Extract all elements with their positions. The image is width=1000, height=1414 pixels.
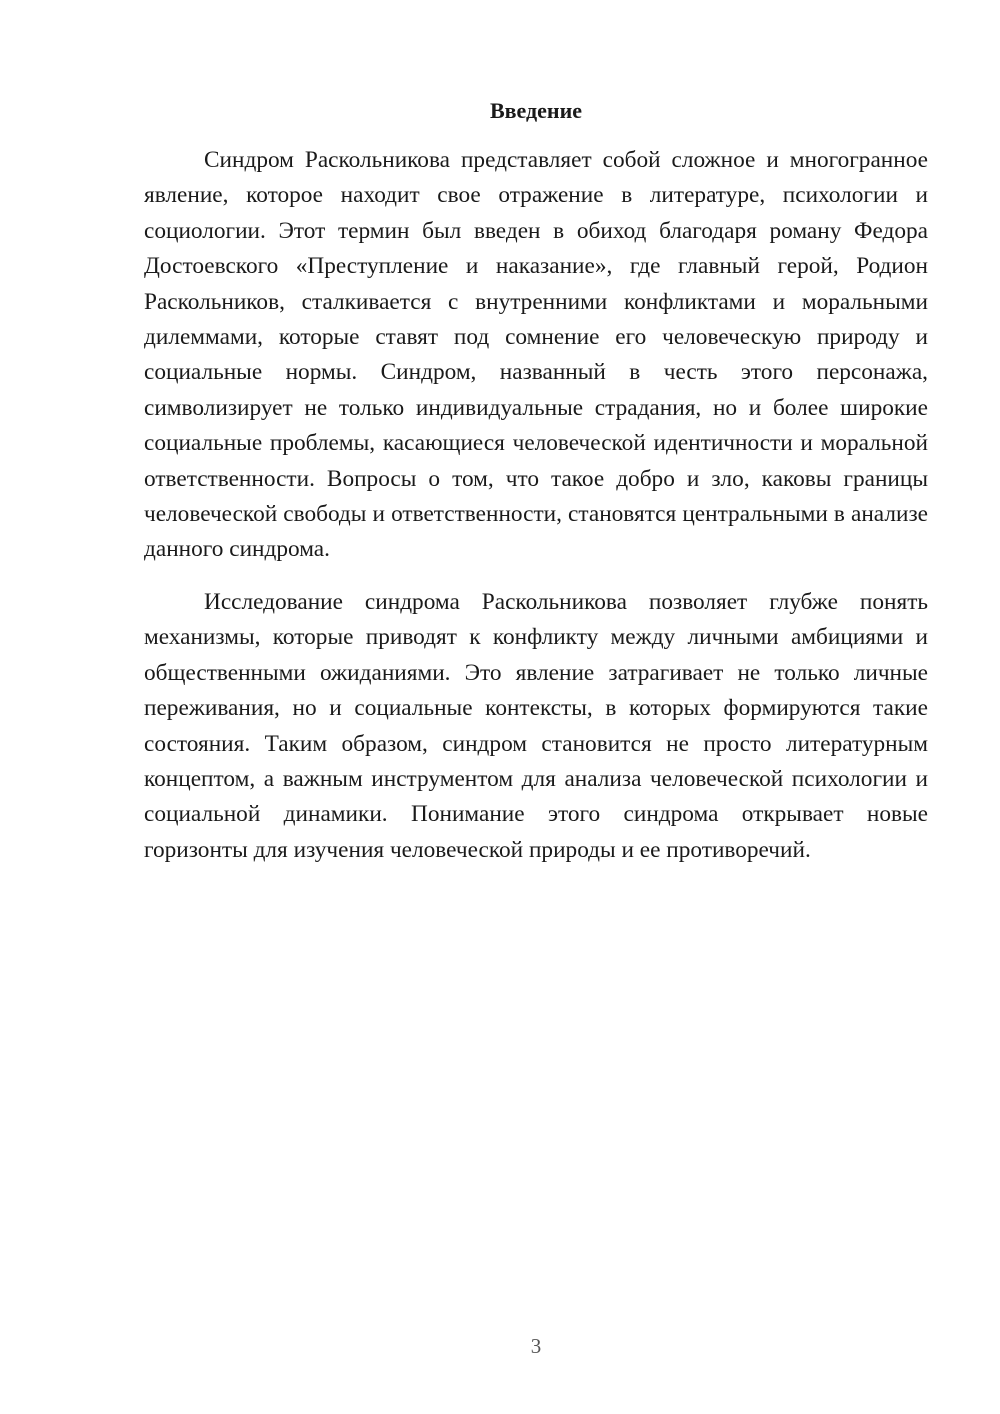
page-number: 3: [530, 1334, 542, 1358]
section-heading: Введение: [489, 98, 583, 123]
page-content: [144, 95, 928, 868]
paragraph-2: Исследование синдрома Раскольникова позволяет глубже понять механизмы, которые приводят к конфликту между личными амбициями и общественными ожиданиями. Это явление затрагивает не только личные переживания, но и социальные контексты, в которых формируются такие состояния. Таким образом, синдром становится не просто литературным концептом, а важным инструментом для анализа человеческой психологии и социальной динамики. Понимание этого синдрома открывает новые горизонты для изучения человеческой природы и ее противоречий.: [144, 588, 928, 863]
paragraph-1: Синдром Раскольникова представляет собой сложное и многогранное явление, которое находит свое отражение в литературе, психологии и социологии. Этот термин был введен в обиход благодаря роману Федора Достоевского «Преступление и наказание», где главный герой, Родион Раскольников, сталкивается с внутренними конфликтами и моральными дилеммами, которые ставят под сомнение его человеческую природу и социальные нормы. Синдром, названный в честь этого персонажа, символизирует не только индивидуальные страдания, но и более широкие социальные проблемы, касающиеся человеческой идентичности и моральной ответственности. Вопросы о том, что такое добро и зло, каковы границы человеческой свободы и ответственности, становятся центральными в анализе данного синдрома.: [144, 147, 928, 563]
